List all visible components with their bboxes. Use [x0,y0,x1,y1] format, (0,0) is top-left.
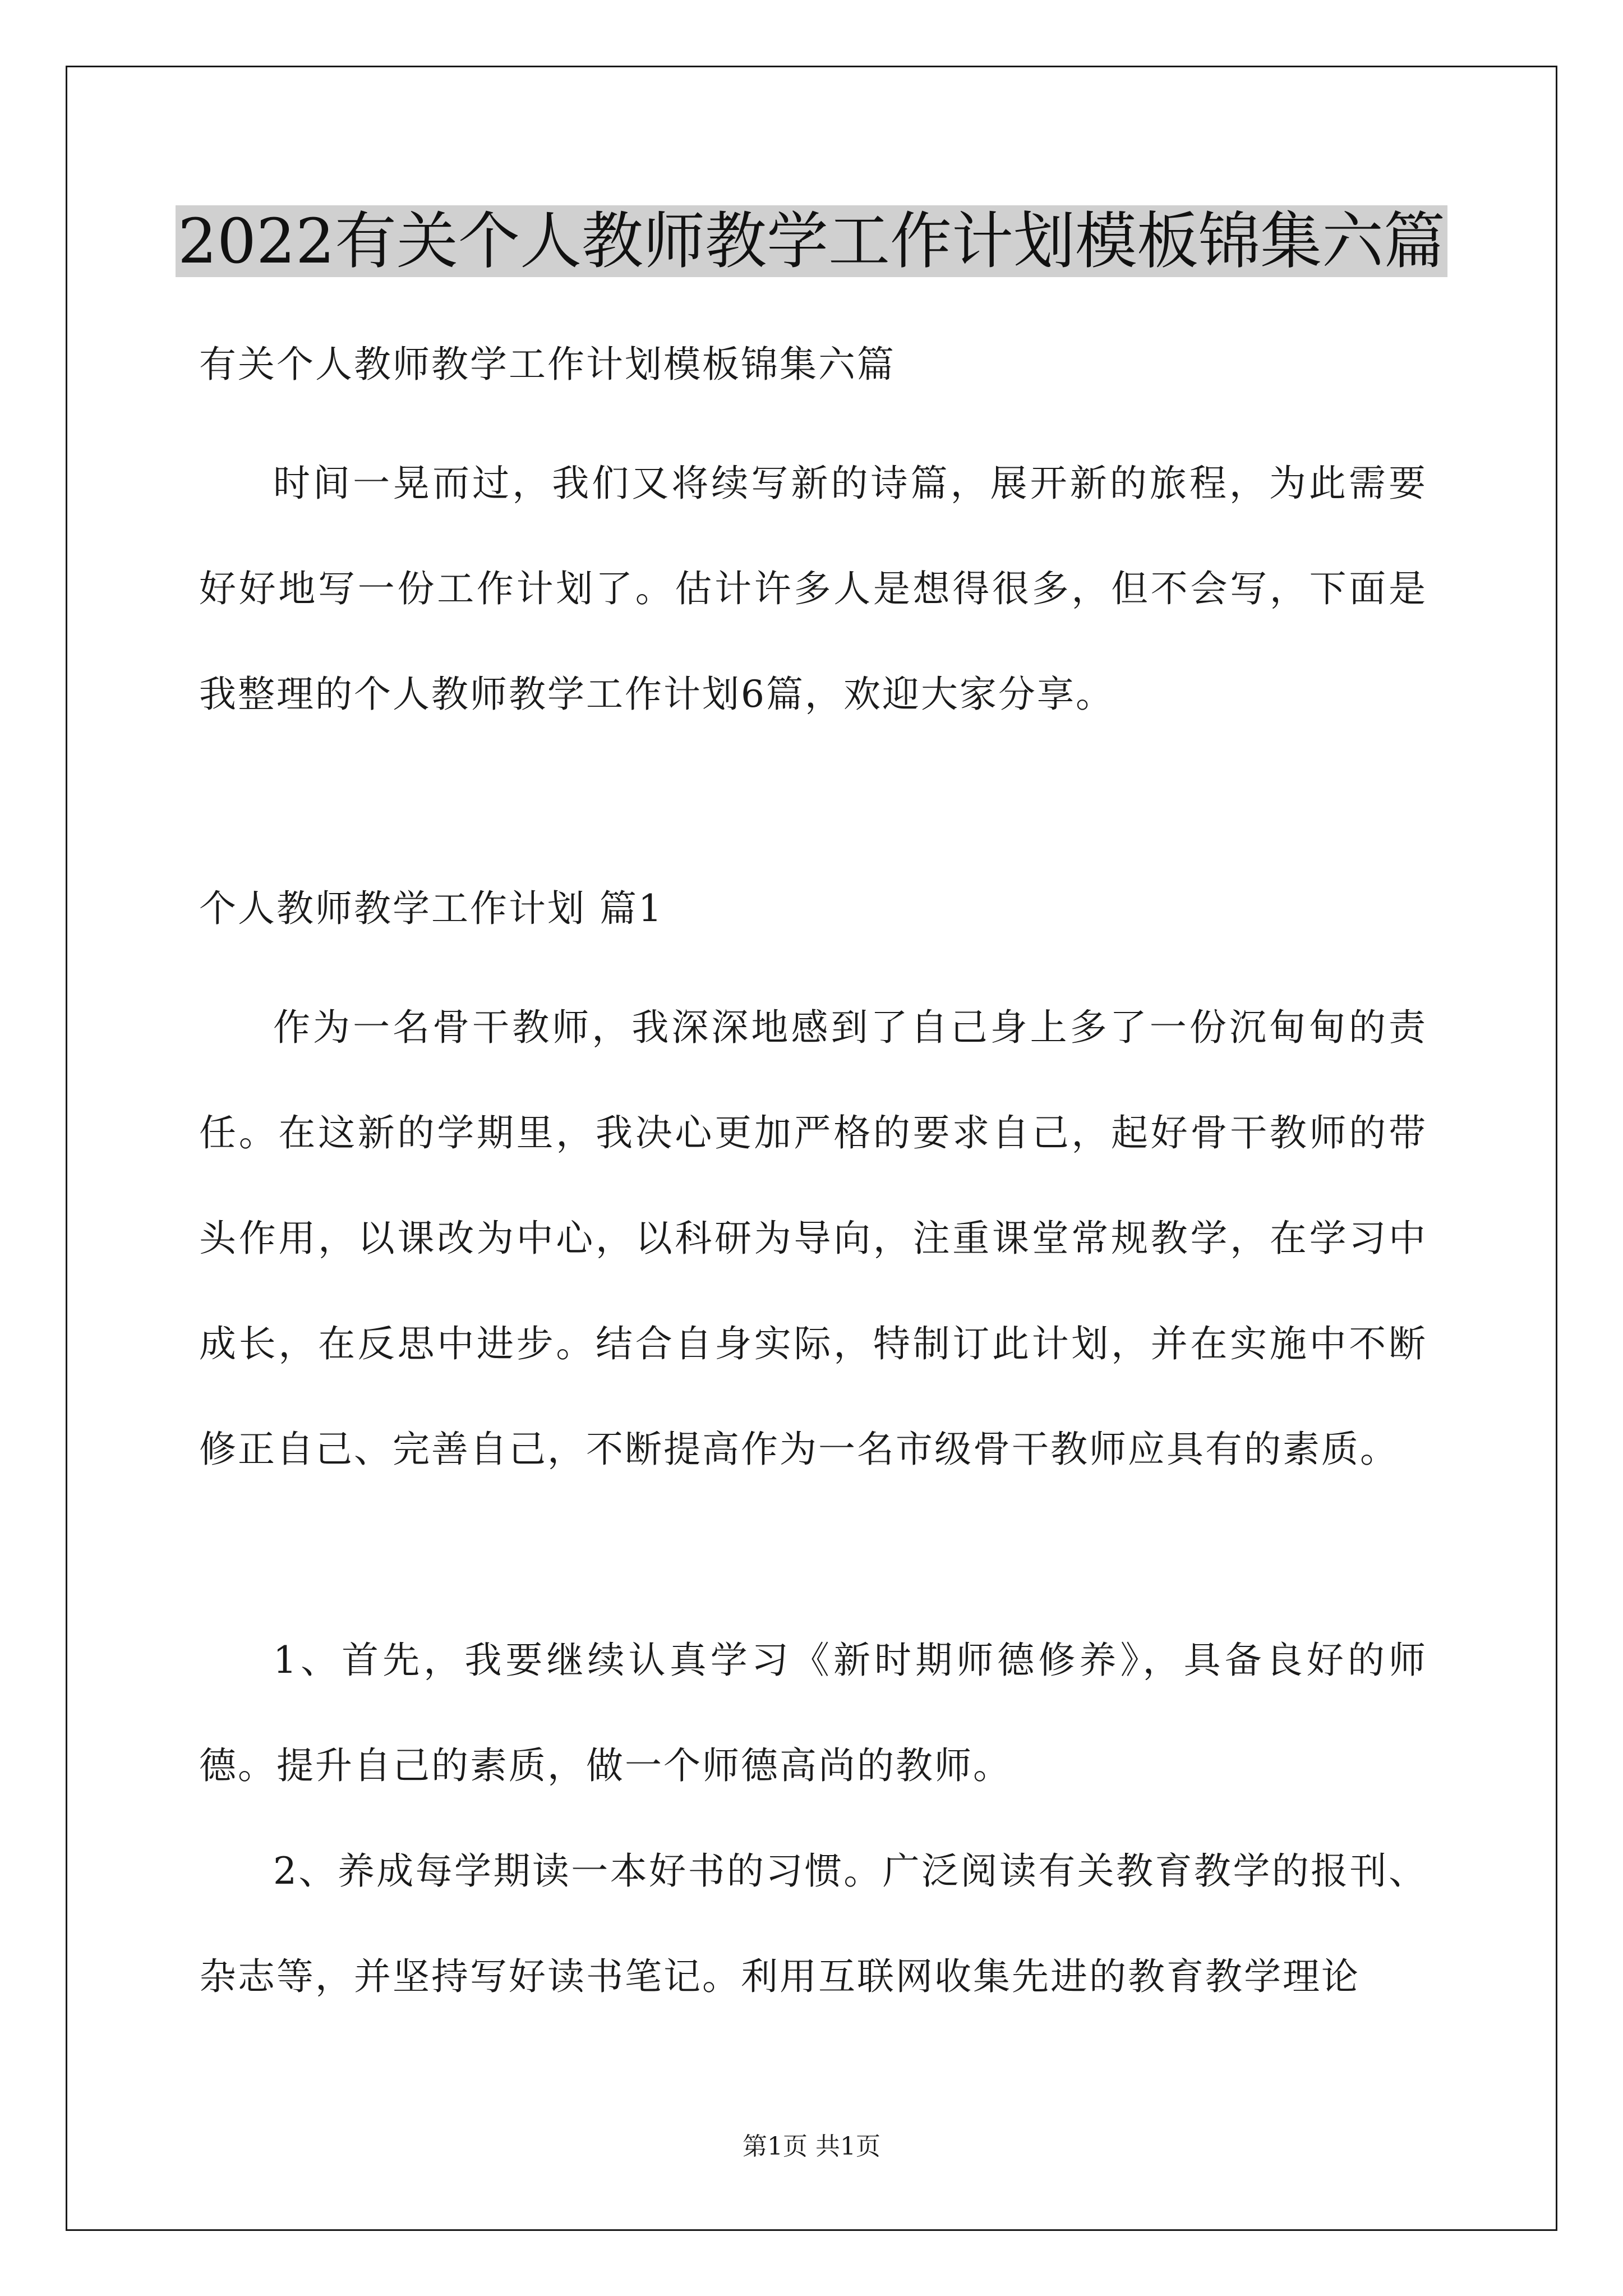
page-footer: 第1页 共1页 [743,2132,880,2161]
document-title-text: 2022有关个人教师教学工作计划模板锦集六篇 [176,205,1447,277]
document-subtitle: 有关个人教师教学工作计划模板锦集六篇 [199,343,896,386]
body-paragraph-2: 1、首先，我要继续认真学习《新时期师德修养》，具备良好的师德。提升自己的素质，做一个师德高尚的教师。 [199,1639,1427,1787]
intro-paragraph: 时间一晃而过，我们又将续写新的诗篇，展开新的旅程，为此需要好好地写一份工作计划了。估计许多人是想得很多，但不会写，下面是我整理的个人教师教学工作计划6篇，欢迎大家分享。 [199,462,1427,716]
section-heading: 个人教师教学工作计划 篇1 [199,887,663,930]
document-title [0,202,1623,280]
body-paragraph-3: 2、养成每学期读一本好书的习惯。广泛阅读有关教育教学的报刊、杂志等，并坚持写好读书笔记。利用互联网收集先进的教育教学理论 [199,1849,1427,1998]
body-paragraph-1: 作为一名骨干教师，我深深地感到了自己身上多了一份沉甸甸的责任。在这新的学期里，我决心更加严格的要求自己，起好骨干教师的带头作用，以课改为中心，以科研为导向，注重课堂常规教学，在学习中成长，在反思中进步。结合自身实际，特制订此计划，并在实施中不断修正自己、完善自己，不断提高作为一名市级骨干教师应具有的素质。 [199,1006,1427,1471]
